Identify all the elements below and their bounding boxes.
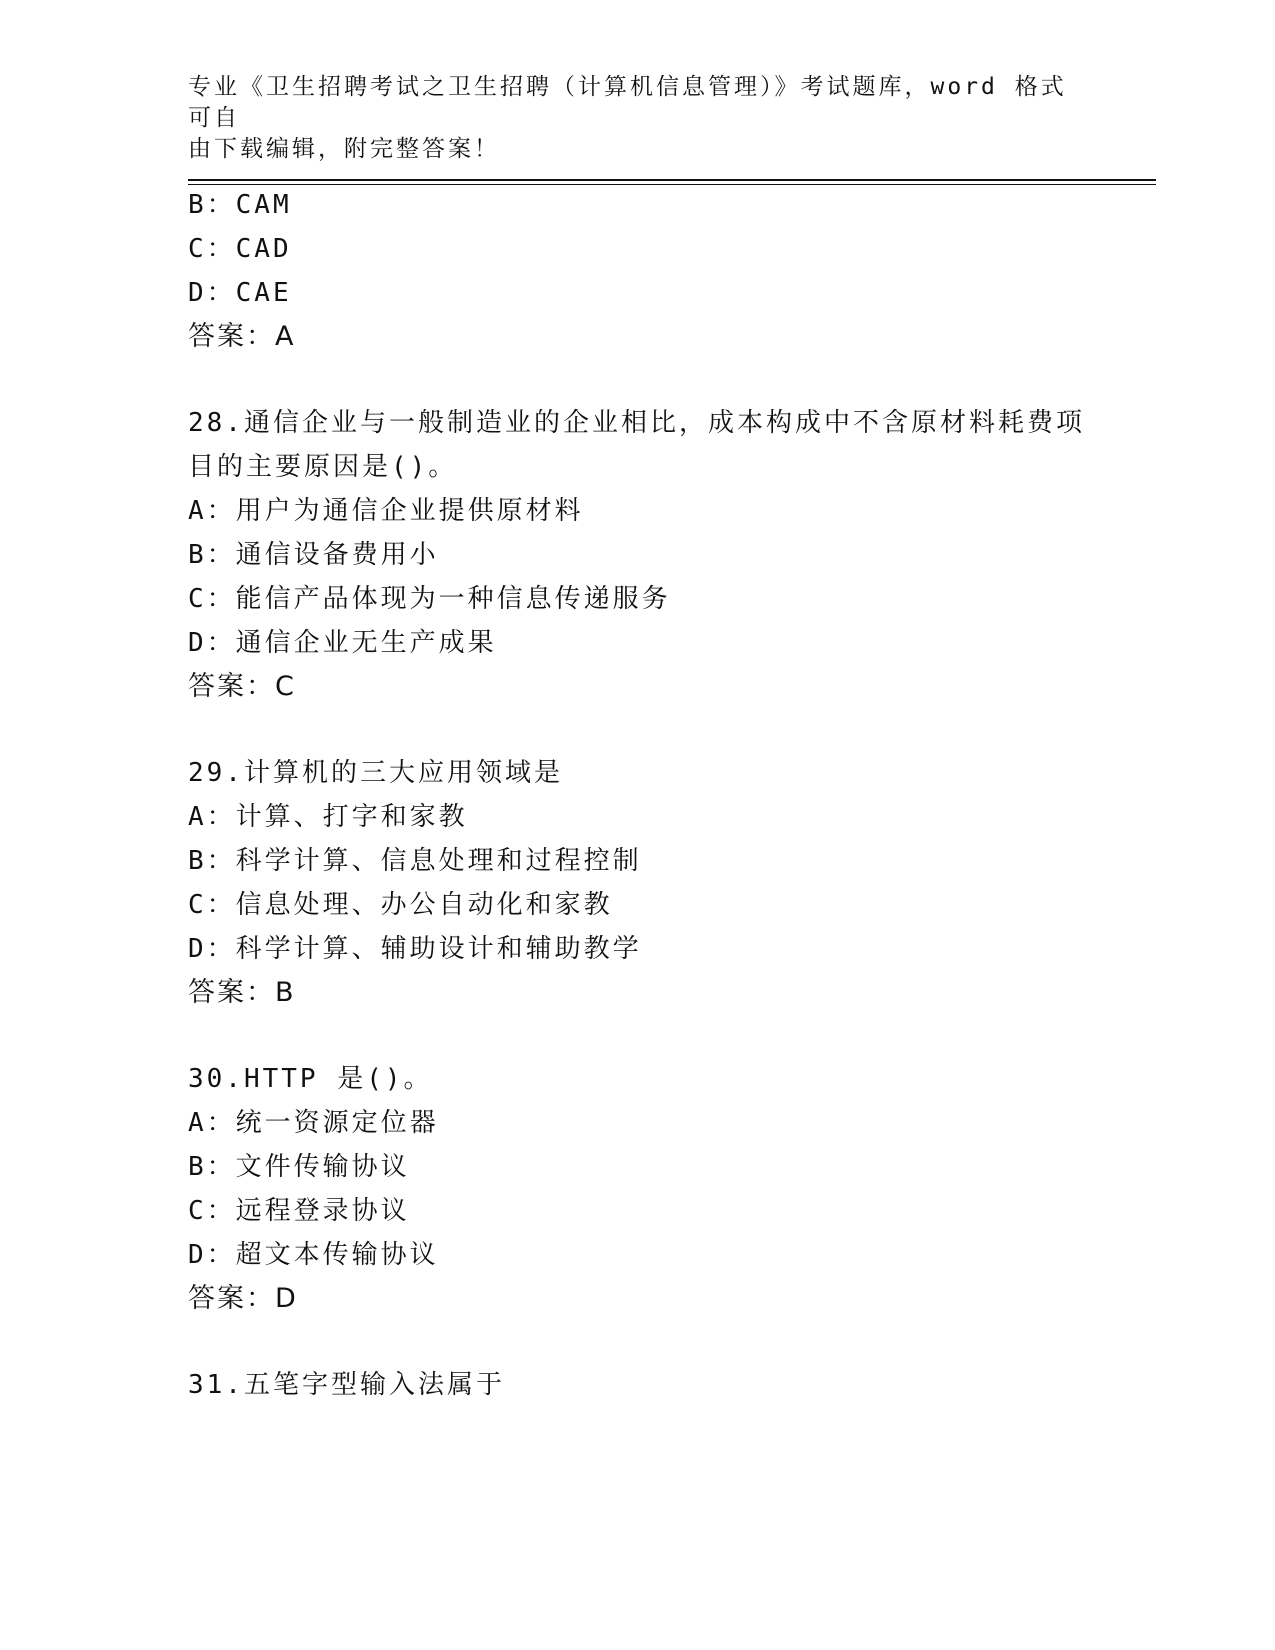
q28-option-c: C：能信产品体现为一种信息传递服务 bbox=[188, 584, 671, 614]
q28-option-d: D：通信企业无生产成果 bbox=[188, 628, 497, 658]
q30-stem: 30.HTTP 是()。 bbox=[188, 1064, 433, 1094]
q29-stem: 29.计算机的三大应用领域是 bbox=[188, 758, 563, 788]
q29-answer: 答案：B bbox=[188, 977, 296, 1008]
document-header bbox=[188, 72, 1068, 165]
q31-stem: 31.五笔字型输入法属于 bbox=[188, 1370, 505, 1400]
q30-option-a: A：统一资源定位器 bbox=[188, 1108, 439, 1138]
q29-option-c: C：信息处理、办公自动化和家教 bbox=[188, 890, 613, 920]
q28-stem-line-1: 28.通信企业与一般制造业的企业相比，成本构成中不含原材料耗费项 bbox=[188, 408, 1085, 438]
q28-option-b: B：通信设备费用小 bbox=[188, 540, 439, 570]
q30-option-c: C：远程登录协议 bbox=[188, 1196, 410, 1226]
header-rule-top bbox=[188, 179, 1156, 181]
q28-answer: 答案：C bbox=[188, 671, 296, 702]
q27-option-c: C：CAD bbox=[188, 234, 292, 264]
q28-option-a: A：用户为通信企业提供原材料 bbox=[188, 496, 584, 526]
q29-option-b: B：科学计算、信息处理和过程控制 bbox=[188, 846, 642, 876]
header-line-1: 专业《卫生招聘考试之卫生招聘（计算机信息管理）》考试题库，word 格式可自 bbox=[188, 74, 1067, 131]
q27-option-b: B：CAM bbox=[188, 190, 292, 220]
q29-option-a: A：计算、打字和家教 bbox=[188, 802, 468, 832]
q30-option-b: B：文件传输协议 bbox=[188, 1152, 410, 1182]
q30-answer: 答案：D bbox=[188, 1283, 298, 1314]
q29-option-d: D：科学计算、辅助设计和辅助教学 bbox=[188, 934, 642, 964]
header-rule-bottom bbox=[188, 184, 1156, 185]
q28-stem-line-2: 目的主要原因是()。 bbox=[188, 452, 458, 482]
header-line-2: 由下载编辑，附完整答案！ bbox=[188, 136, 500, 162]
q30-option-d: D：超文本传输协议 bbox=[188, 1240, 439, 1270]
q27-option-d: D：CAE bbox=[188, 278, 292, 308]
q27-answer: 答案：A bbox=[188, 321, 296, 352]
